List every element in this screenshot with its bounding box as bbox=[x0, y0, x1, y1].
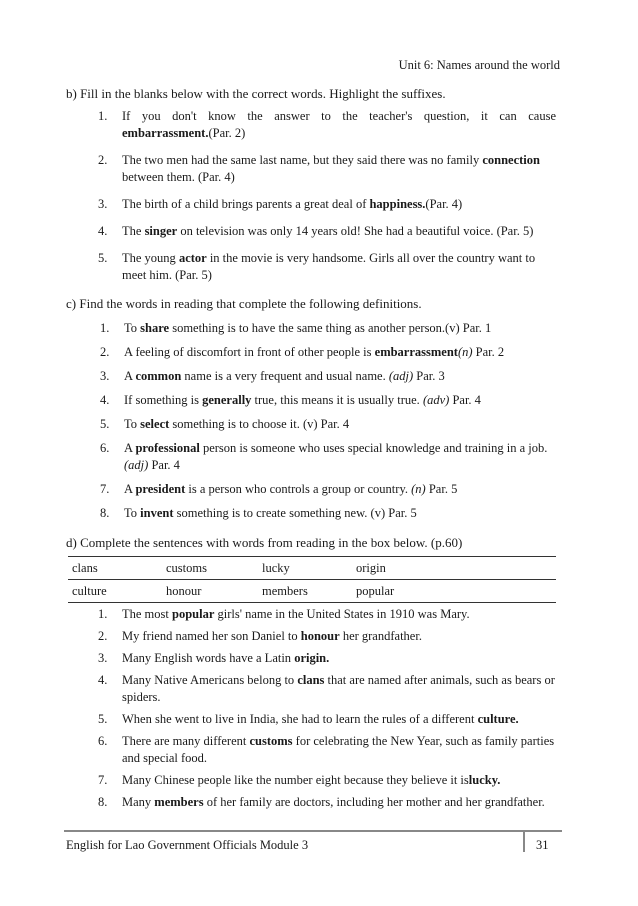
answer-word: lucky. bbox=[468, 773, 501, 787]
section-b-title: b) Fill in the blanks below with the correct words. Highlight the suffixes. bbox=[66, 86, 446, 101]
item-text: is a person who controls a group or country. bbox=[185, 482, 412, 496]
answer-word: professional bbox=[135, 441, 200, 455]
item-text: A bbox=[124, 482, 136, 496]
item-text: Par. 2 bbox=[472, 345, 505, 359]
item-text: Par. 3 bbox=[413, 369, 445, 383]
section-b-list bbox=[98, 108, 556, 294]
item-text: something is to have the same thing as another person.(v) Par. 1 bbox=[169, 321, 492, 335]
list-item bbox=[98, 223, 556, 240]
item-text: The birth of a child brings parents a great deal of bbox=[122, 197, 370, 211]
item-text: Many Chinese people like the number eight because they believe it is bbox=[122, 773, 469, 787]
section-c-title: c) Find the words in reading that complete the following definitions. bbox=[66, 296, 422, 311]
part-of-speech: (n) bbox=[457, 345, 473, 359]
running-header: Unit 6: Names around the world bbox=[398, 58, 560, 72]
item-number: 3. bbox=[98, 651, 108, 665]
word-box-row bbox=[68, 557, 556, 579]
answer-word: invent bbox=[140, 506, 174, 520]
answer-word: embarrassment bbox=[374, 345, 458, 359]
list-item bbox=[100, 416, 558, 433]
answer-word: happiness. bbox=[369, 197, 426, 211]
list-item bbox=[98, 250, 556, 284]
list-item bbox=[98, 794, 558, 811]
list-item bbox=[98, 711, 558, 728]
list-item bbox=[98, 628, 558, 645]
item-number: 5. bbox=[98, 712, 108, 726]
list-item bbox=[98, 650, 558, 667]
item-text: true, this means it is usually true. bbox=[251, 393, 423, 407]
item-text: her grandfather. bbox=[339, 629, 422, 643]
list-item bbox=[98, 152, 556, 186]
item-text: The bbox=[122, 224, 145, 238]
word-box-cell: members bbox=[262, 583, 308, 598]
list-item bbox=[98, 606, 558, 623]
list-item bbox=[98, 772, 558, 789]
list-item bbox=[100, 320, 558, 337]
answer-word: customs bbox=[249, 734, 293, 748]
word-box-cell: clans bbox=[72, 560, 98, 575]
item-text: There are many different bbox=[122, 734, 250, 748]
footer-divider bbox=[64, 830, 562, 832]
item-number: 4. bbox=[98, 673, 108, 687]
item-text: My friend named her son Daniel to bbox=[122, 629, 301, 643]
item-number: 4. bbox=[98, 224, 108, 238]
item-text: between them. (Par. 4) bbox=[122, 170, 235, 184]
item-text: Many Native Americans belong to bbox=[122, 673, 298, 687]
word-box-cell: honour bbox=[166, 583, 202, 598]
answer-word: popular bbox=[172, 607, 215, 621]
item-number: 8. bbox=[100, 506, 110, 520]
list-item bbox=[100, 392, 558, 409]
section-c-list bbox=[100, 320, 558, 529]
item-number: 6. bbox=[100, 441, 110, 455]
answer-word: connection bbox=[482, 153, 540, 167]
item-text: A bbox=[124, 369, 136, 383]
part-of-speech: (adj) bbox=[124, 458, 149, 472]
item-number: 7. bbox=[98, 773, 108, 787]
answer-word: singer bbox=[144, 224, 178, 238]
item-text: The most bbox=[122, 607, 172, 621]
item-text: When she went to live in India, she had to learn the rules of a different bbox=[122, 712, 478, 726]
footer-separator bbox=[523, 830, 525, 852]
answer-word: share bbox=[140, 321, 170, 335]
item-text: To bbox=[124, 417, 141, 431]
answer-word: actor bbox=[178, 251, 207, 265]
list-item bbox=[100, 368, 558, 385]
word-box-cell: culture bbox=[72, 583, 107, 598]
part-of-speech: (n) bbox=[411, 482, 426, 496]
item-text: A feeling of discomfort in front of other people is bbox=[124, 345, 375, 359]
answer-word: president bbox=[135, 482, 186, 496]
item-text: To bbox=[124, 321, 141, 335]
list-item bbox=[98, 108, 556, 142]
item-number: 1. bbox=[100, 321, 110, 335]
item-text: something is to create something new. (v) Par. 5 bbox=[173, 506, 417, 520]
part-of-speech: (adj) bbox=[388, 369, 414, 383]
item-number: 2. bbox=[98, 153, 108, 167]
word-box-cell: popular bbox=[356, 583, 395, 598]
item-text: that are named after animals, such as bears or spiders. bbox=[122, 673, 555, 704]
answer-word: embarrassment. bbox=[122, 126, 209, 140]
item-text: The young bbox=[122, 251, 179, 265]
item-text: If you don't know the answer to the teacher's question, it can cause bbox=[122, 109, 556, 123]
answer-word: honour bbox=[300, 629, 340, 643]
item-number: 2. bbox=[98, 629, 108, 643]
item-text: The two men had the same last name, but they said there was no family bbox=[122, 153, 483, 167]
answer-word: culture. bbox=[477, 712, 519, 726]
item-text: of her family are doctors, including her mother and her grandfather. bbox=[203, 795, 545, 809]
item-number: 6. bbox=[98, 734, 108, 748]
item-number: 2. bbox=[100, 345, 110, 359]
item-text: A bbox=[124, 441, 136, 455]
item-text: something is to choose it. (v) Par. 4 bbox=[169, 417, 350, 431]
item-text: Par. 5 bbox=[425, 482, 458, 496]
list-item bbox=[100, 505, 558, 522]
item-text: name is a very frequent and usual name. bbox=[181, 369, 389, 383]
word-box-cell: origin bbox=[356, 560, 386, 575]
item-text: person is someone who uses special knowledge and training in a job. bbox=[199, 441, 548, 455]
word-box-cell: lucky bbox=[262, 560, 290, 575]
item-number: 3. bbox=[100, 369, 110, 383]
word-box-cell: customs bbox=[166, 560, 207, 575]
item-number: 5. bbox=[100, 417, 110, 431]
item-text: in the movie is very handsome. Girls all over the country want to meet him. (Par. 5) bbox=[122, 251, 536, 282]
section-d-title: d) Complete the sentences with words from reading in the box below. (p.60) bbox=[66, 535, 463, 550]
footer-title: English for Lao Government Officials Module 3 bbox=[66, 838, 309, 852]
section-d-list bbox=[98, 606, 558, 816]
item-text: If something is bbox=[124, 393, 203, 407]
answer-word: generally bbox=[202, 393, 252, 407]
item-text: Par. 4 bbox=[449, 393, 481, 407]
item-text: on television was only 14 years old! She had a beautiful voice. (Par. 5) bbox=[177, 224, 534, 238]
item-text: (Par. 2) bbox=[208, 126, 246, 140]
item-number: 4. bbox=[100, 393, 110, 407]
item-text: (Par. 4) bbox=[425, 197, 463, 211]
list-item bbox=[98, 672, 558, 706]
list-item bbox=[100, 440, 558, 474]
word-box bbox=[68, 556, 556, 603]
item-text: Many bbox=[122, 795, 155, 809]
item-text: for celebrating the New Year, such as family parties and special food. bbox=[122, 734, 555, 765]
page-number: 31 bbox=[536, 838, 549, 852]
item-number: 7. bbox=[100, 482, 110, 496]
answer-word: members bbox=[154, 795, 204, 809]
answer-word: origin. bbox=[294, 651, 330, 665]
item-text: Many English words have a Latin bbox=[122, 651, 295, 665]
item-number: 3. bbox=[98, 197, 108, 211]
answer-word: select bbox=[140, 417, 170, 431]
item-text: Par. 4 bbox=[148, 458, 180, 472]
part-of-speech: (adv) bbox=[422, 393, 450, 407]
answer-word: common bbox=[135, 369, 182, 383]
list-item bbox=[100, 344, 558, 361]
item-number: 8. bbox=[98, 795, 108, 809]
list-item bbox=[98, 733, 558, 767]
answer-word: clans bbox=[297, 673, 325, 687]
item-number: 5. bbox=[98, 251, 108, 265]
list-item bbox=[98, 196, 556, 213]
item-text: girls' name in the United States in 1910 was Mary. bbox=[214, 607, 470, 621]
item-number: 1. bbox=[98, 607, 108, 621]
item-number: 1. bbox=[98, 109, 108, 123]
item-text: To bbox=[124, 506, 141, 520]
word-box-row bbox=[68, 579, 556, 602]
list-item bbox=[100, 481, 558, 498]
